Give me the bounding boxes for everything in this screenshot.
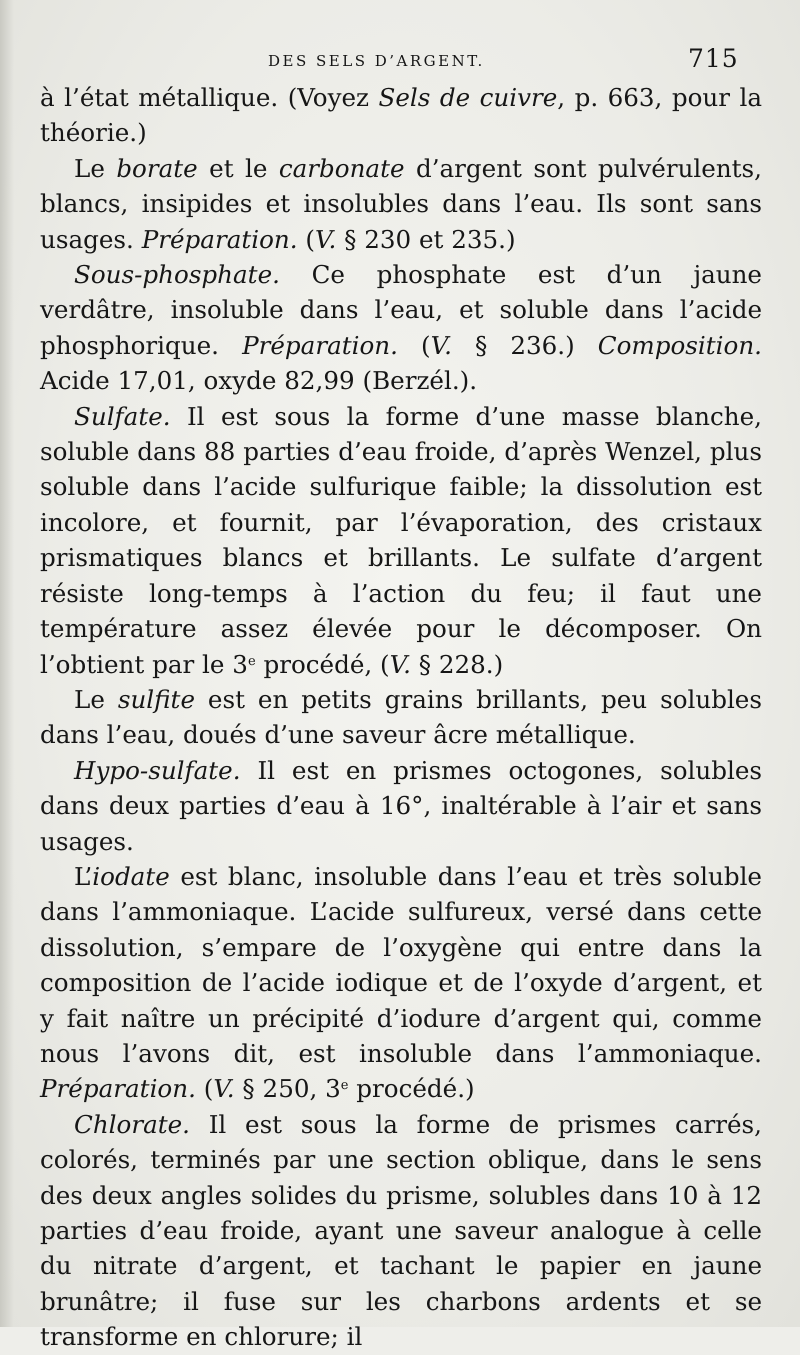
text-run: § 228.) bbox=[410, 649, 504, 679]
running-title: DES SELS D’ARGENT. bbox=[268, 52, 485, 70]
paragraph-iodate bbox=[40, 859, 762, 1107]
italic-ref: V. bbox=[389, 649, 411, 679]
body-text bbox=[40, 80, 762, 1355]
italic-ref: V. bbox=[315, 224, 337, 254]
page-number: 715 bbox=[688, 44, 739, 73]
text-run: Il est sous la forme de prismes carrés, colorés, terminés par une section oblique, dans le sens des deux angles solides du prisme, solubles dans 10 à 12 parties d’eau froide, ayant une saveur analogue à celle du nitrate d’argent, et tachant le papier en jaune brunâtre; il fuse sur les charbons ardents et se transforme en chlorure; il bbox=[40, 1109, 762, 1352]
text-run: à l’état métallique. (Voyez bbox=[40, 83, 379, 112]
text-run: et le bbox=[197, 153, 279, 183]
superscript: e bbox=[247, 653, 256, 669]
italic-term: iodate bbox=[92, 861, 170, 891]
text-run: Il est sous la forme d’une masse blanche, soluble dans 88 parties d’eau froide, d’après Wenzel, plus soluble dans l’acide sulfurique faible; la dissolution est incolore, et fournit, par l’évaporation, des cristaux prismatiques blancs et brillants. Le sulfate d’argent résiste long-temps à l’action du feu; il faut une température assez élevée pour le décomposer. On l’obtient par le 3 bbox=[40, 401, 762, 679]
running-head bbox=[0, 44, 800, 84]
italic-ref: V. bbox=[213, 1074, 235, 1104]
italic-ref: V. bbox=[430, 330, 452, 360]
italic-term: Préparation. bbox=[40, 1074, 196, 1104]
text-run: § 230 et 235.) bbox=[336, 224, 516, 254]
text-run: Il est en prismes octogones, solubles dans deux parties d’eau à 16°, inaltérable à l’air et sans usages. bbox=[40, 755, 762, 856]
italic-term: carbonate bbox=[278, 153, 405, 183]
paragraph-borate-carbonate bbox=[40, 151, 762, 257]
text-run: d’argent sont pulvérulents, blancs, insipides et insolubles dans l’eau. Ils sont sans usages. bbox=[40, 153, 762, 254]
text-run: Le bbox=[74, 684, 118, 714]
text-run: , p. 663, pour la théorie.) bbox=[40, 83, 762, 148]
paragraph-hypo-sulfate bbox=[40, 753, 762, 859]
text-run: § 236.) bbox=[451, 330, 598, 360]
text-run: ( bbox=[297, 224, 316, 254]
text-run: ( bbox=[195, 1074, 214, 1104]
text-run: est en petits grains brillants, peu solubles dans l’eau, doués d’une saveur âcre métallique. bbox=[40, 684, 762, 750]
italic-term: sulfite bbox=[117, 684, 195, 714]
text-run: Ce phosphate est d’un jaune verdâtre, insoluble dans l’eau, et soluble dans l’acide phosphorique. bbox=[40, 260, 762, 360]
paragraph-chlorate bbox=[40, 1107, 762, 1355]
paragraph-continuation bbox=[40, 80, 762, 151]
text-run: § 250, 3 bbox=[234, 1074, 341, 1104]
paragraph-sulfite bbox=[40, 682, 762, 753]
text-run: est blanc, insoluble dans l’eau et très soluble dans l’ammoniaque. L’acide sulfureux, versé dans cette dissolution, s’empare de l’oxygène qui entre dans la composition de l’acide iodique et de l’oxyde d’argent, et y fait naître un précipité d’iodure d’argent qui, comme nous l’avons dit, est insoluble dans l’ammoniaque. bbox=[40, 861, 762, 1068]
italic-heading: Sulfate. bbox=[74, 401, 171, 431]
italic-term: Préparation. bbox=[141, 224, 298, 254]
italic-heading: Chlorate. bbox=[74, 1109, 191, 1139]
italic-heading: Hypo-sulfate. bbox=[74, 755, 241, 785]
text-run: procédé.) bbox=[348, 1074, 475, 1104]
text-run: Acide 17,01, oxyde 82,99 (Berzél.). bbox=[40, 366, 478, 396]
italic-term: Préparation. bbox=[242, 330, 398, 360]
text-run: procédé, ( bbox=[255, 649, 390, 679]
paragraph-sous-phosphate bbox=[40, 257, 762, 399]
text-run: ( bbox=[397, 330, 431, 360]
superscript: e bbox=[340, 1078, 349, 1094]
italic-heading: Sous-phosphate. bbox=[74, 260, 280, 290]
italic-term: Composition. bbox=[597, 330, 762, 360]
page-gutter-shadow bbox=[0, 0, 14, 1327]
text-run: L’ bbox=[74, 861, 93, 891]
italic-term: borate bbox=[116, 153, 198, 183]
italic-title: Sels de cuivre bbox=[378, 83, 558, 112]
paragraph-sulfate bbox=[40, 399, 762, 682]
text-run: Le bbox=[74, 153, 117, 183]
